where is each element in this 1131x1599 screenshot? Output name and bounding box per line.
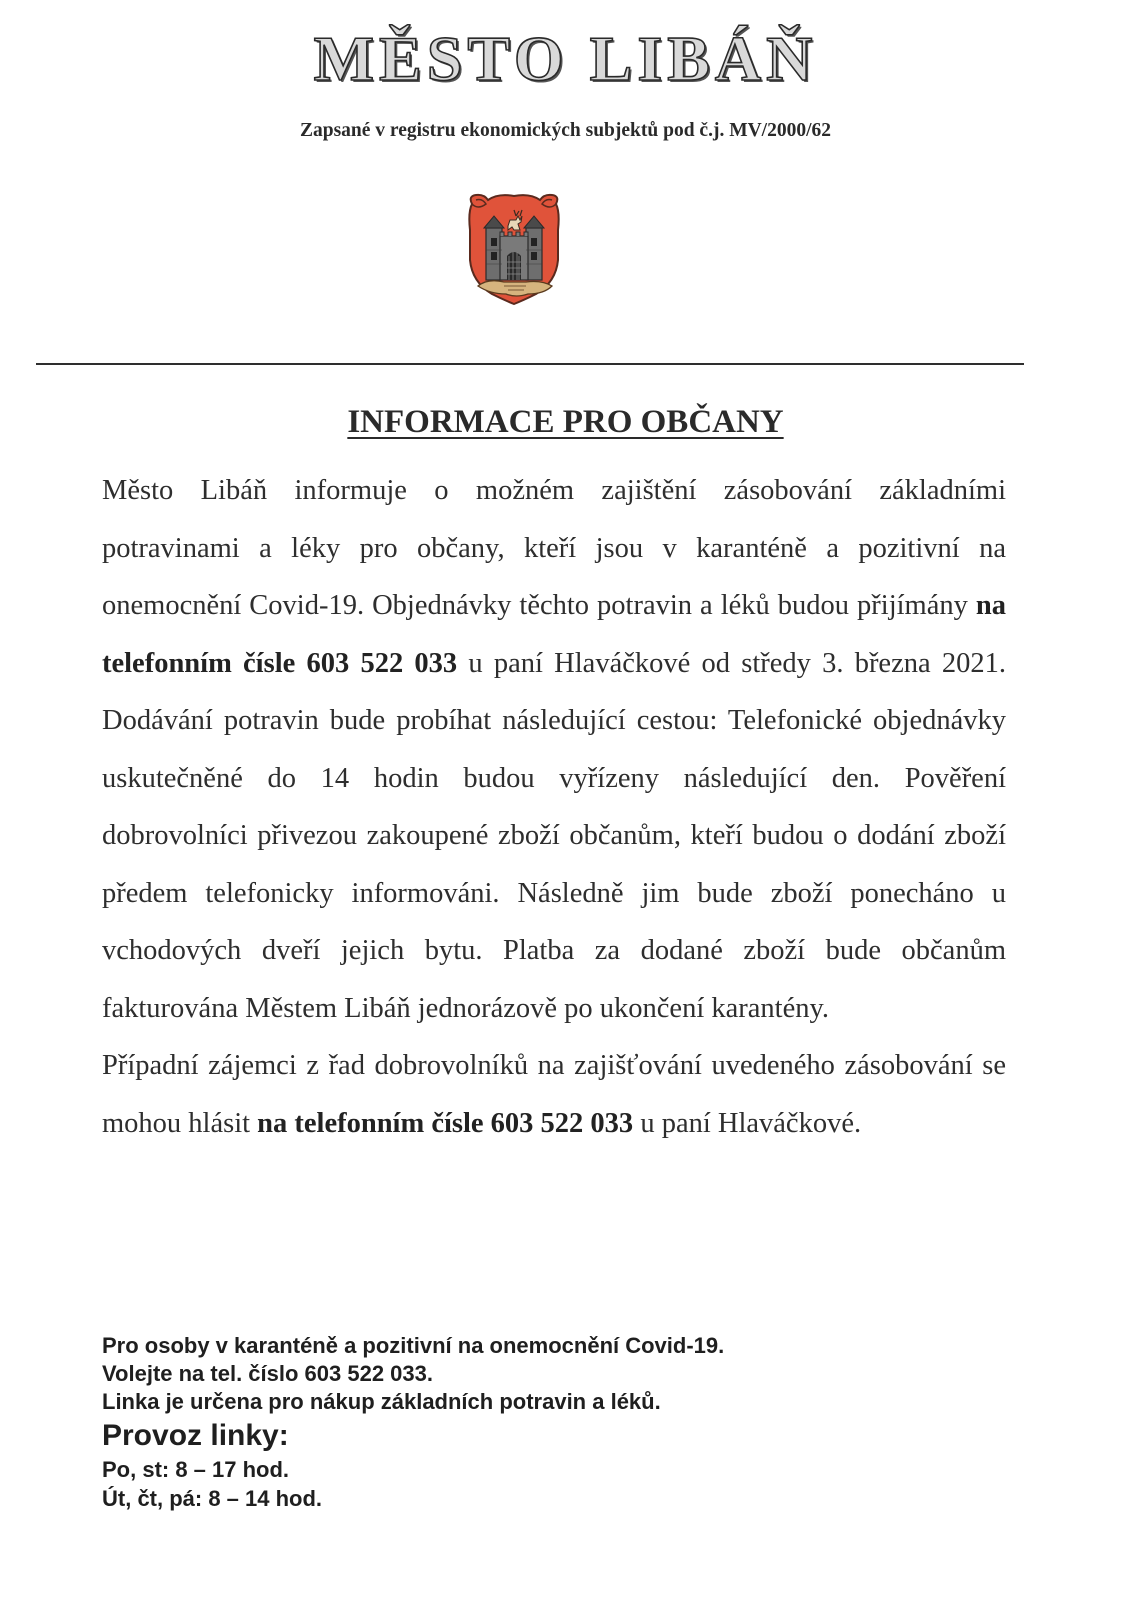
paragraph-1-phone: na telefonním čísle 603 522 033 (102, 590, 1006, 679)
hours-heading: Provoz linky: (102, 1419, 289, 1452)
paragraph-2-phone: na telefonním čísle 603 522 033 (257, 1107, 634, 1139)
header-divider (36, 363, 1024, 365)
paragraph-1-text-start: Město Libáň informuje o možném zajištění zásobování základními potravinami a léky pro občany, kteří jsou v karanténě a pozitivní na onemocnění Covid-19. Objednávky těchto potravin a léků budou přijímány (102, 475, 1006, 621)
hotline-line-1: Pro osoby v karanténě a pozitivní na onemocnění Covid-19. (102, 1333, 725, 1358)
hotline-line-3: Linka je určena pro nákup základních potravin a léků. (102, 1389, 661, 1414)
notice-body (102, 462, 1006, 1152)
hours-line: Po, st: 8 – 17 hod. (102, 1457, 290, 1482)
paragraph-2-text-start: Případní zájemci z řad dobrovolníků na zajišťování uvedeného zásobování se mohou hlásit (102, 1050, 1006, 1139)
hotline-line-2: Volejte na tel. číslo 603 522 033. (102, 1361, 433, 1386)
registry-note: Zapsané v registru ekonomických subjektů pod č.j. MV/2000/62 (299, 120, 832, 141)
paragraph-2-text-end: u paní Hlaváčkové. (633, 1107, 862, 1139)
notice-paragraph-2 (102, 1037, 1006, 1152)
notice-paragraph-1 (102, 462, 1006, 1037)
hotline-info (102, 1332, 1002, 1513)
notice-heading: INFORMACE PRO OBČANY (347, 404, 784, 440)
city-title: MĚSTO LIBÁŇ (313, 23, 818, 94)
coat-of-arms-icon (464, 190, 564, 308)
paragraph-1-text-end: u paní Hlaváčkové od středy 3. března 2021. Dodávání potravin bude probíhat následující cestou: Telefonické objednávky uskutečněné do 14 hodin budou vyřízeny následující den. Pověření dobrovolníci přivezou zakoupené zboží občanům, kteří budou o dodání zboží předem telefonicky informováni. Následně jim bude zboží ponecháno u vchodových dveří jejich bytu. Platba za dodané zboží bude občanům fakturována Městem Libáň jednorázově po ukončení karantény. (102, 647, 1006, 1024)
hours-line: Út, čt, pá: 8 – 14 hod. (102, 1486, 323, 1511)
